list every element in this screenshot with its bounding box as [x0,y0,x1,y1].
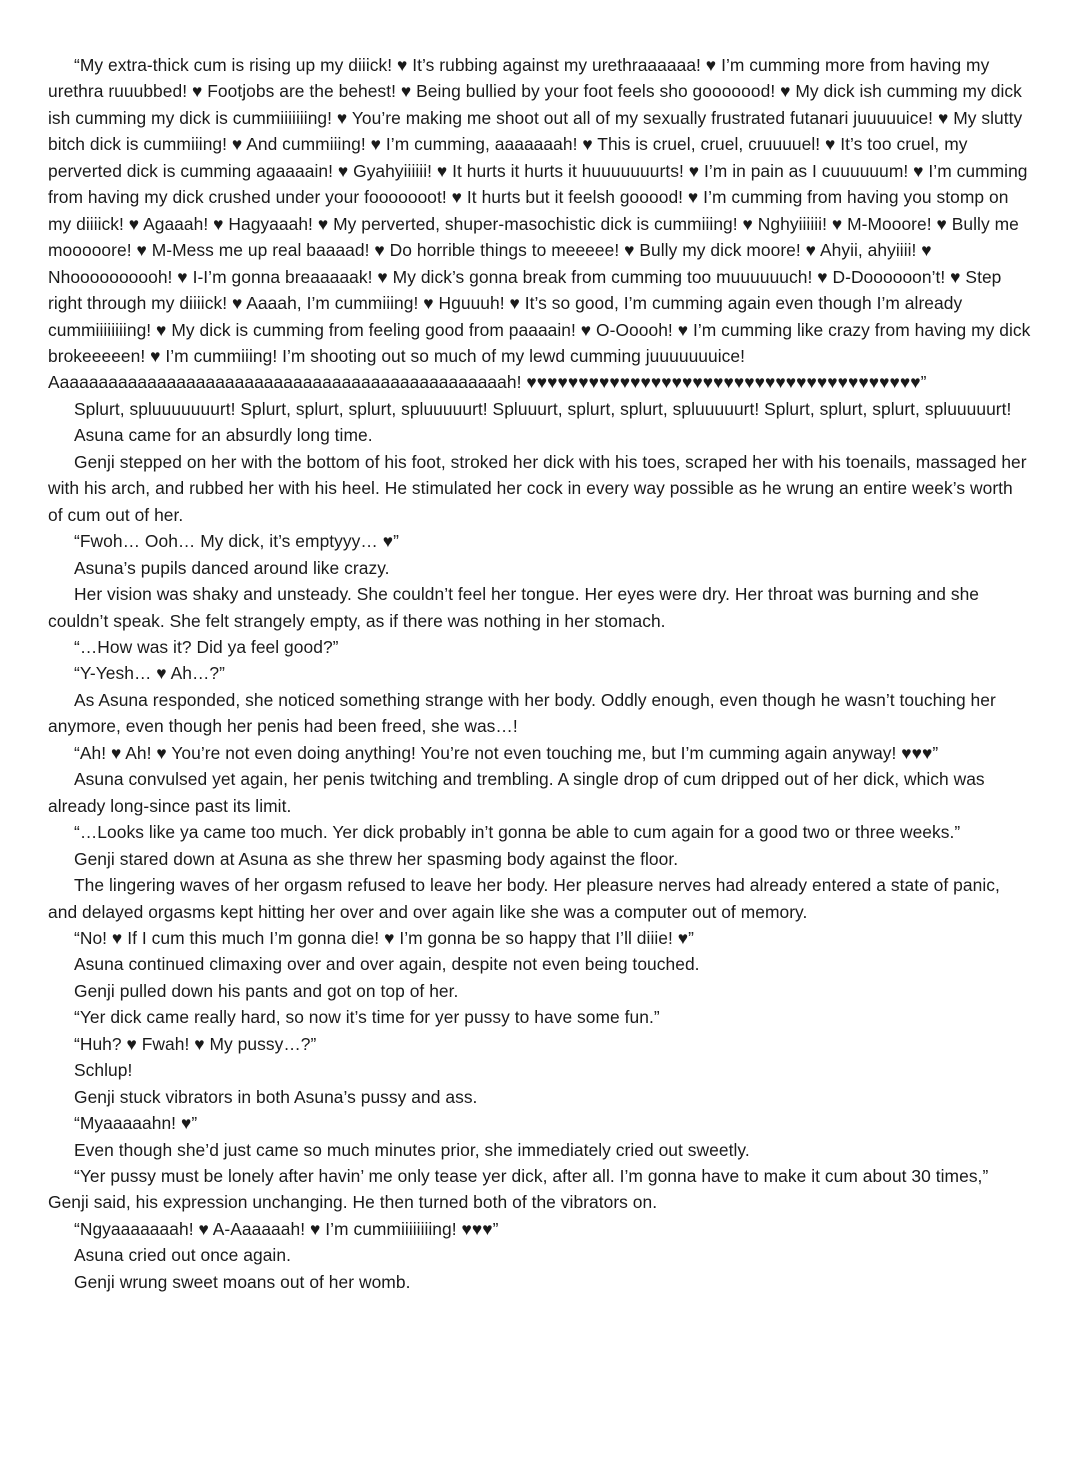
paragraph: Genji pulled down his pants and got on top of her. [74,980,459,1001]
paragraph: Genji stared down at Asuna as she threw her spasming body against the floor. [74,848,679,869]
paragraph: “Yer dick came really hard, so now it’s time for yer pussy to have some fun.” [74,1007,660,1028]
paragraph: As Asuna responded, she noticed something strange with her body. Oddly enough, even though he wasn’t touching her anymore, even though her penis had been freed, she was…! [48,689,996,737]
paragraph: “Y-Yesh… ♥ Ah…?” [74,663,225,684]
paragraph: Genji stuck vibrators in both Asuna’s pussy and ass. [74,1086,478,1107]
paragraph: “Yer pussy must be lonely after havin’ me only tease yer dick, after all. I’m gonna have to make it cum about 30 times,” Genji said, his expression unchanging. He then turned both of the vibrators on. [48,1166,989,1213]
document-body [48,52,1032,1295]
paragraph: Genji stepped on her with the bottom of his foot, stroked her dick with his toes, scraped her with his toenails, massaged her with his arch, and rubbed her with his heel. He stimulated her cock in every way possible as he wrung an entire week’s worth of cum out of her. [48,451,1027,525]
paragraph: Splurt, spluuuuuuurt! Splurt, splurt, splurt, spluuuuurt! Spluuurt, splurt, splurt, spluuuuurt! Splurt, splurt, splurt, spluuuuurt! [74,398,1012,419]
paragraph: “No! ♥ If I cum this much I’m gonna die! ♥ I’m gonna be so happy that I’ll diiie! ♥” [74,927,694,948]
paragraph: “Myaaaaahn! ♥” [74,1113,198,1134]
paragraph: “Fwoh… Ooh… My dick, it’s emptyyy… ♥” [74,531,399,552]
paragraph: Asuna continued climaxing over and over again, despite not even being touched. [74,954,700,975]
paragraph: “…Looks like ya came too much. Yer dick probably in’t gonna be able to cum again for a good two or three weeks.” [74,822,961,843]
paragraph: “Ngyaaaaaaah! ♥ A-Aaaaaah! ♥ I’m cummiiiiiiiing! ♥♥♥” [74,1218,499,1239]
paragraph: “…How was it? Did ya feel good?” [74,636,339,657]
paragraph: “Ah! ♥ Ah! ♥ You’re not even doing anything! You’re not even touching me, but I’m cumming again anyway! ♥♥♥” [74,742,939,763]
paragraph: Asuna convulsed yet again, her penis twitching and trembling. A single drop of cum dripped out of her dick, which was already long-since past its limit. [48,769,985,816]
paragraph: Her vision was shaky and unsteady. She couldn’t feel her tongue. Her eyes were dry. Her throat was burning and she couldn’t speak. She felt strangely empty, as if there was nothing in her stomach. [48,584,980,631]
paragraph: “Huh? ♥ Fwah! ♥ My pussy…?” [74,1033,317,1054]
paragraph: Asuna came for an absurdly long time. [74,425,373,446]
paragraph: Even though she’d just came so much minutes prior, she immediately cried out sweetly. [74,1139,750,1160]
paragraph: The lingering waves of her orgasm refused to leave her body. Her pleasure nerves had already entered a state of panic, and delayed orgasms kept hitting her over and over again like she was a computer out of memory. [48,875,1000,922]
paragraph: Schlup! [74,1060,133,1081]
paragraph: Genji wrung sweet moans out of her womb. [74,1271,411,1292]
paragraph: Asuna cried out once again. [74,1245,291,1266]
paragraph: Asuna’s pupils danced around like crazy. [74,557,390,578]
paragraph: “My extra-thick cum is rising up my diiick! ♥ It’s rubbing against my urethraaaaaa! ♥ I’m cumming more from having my urethra ruuubbed! ♥ Footjobs are the behest! ♥ Being bullied by your foot feels sho gooooood! ♥ My dick ish cumming my dick ish cumming my dick is cummiiiiiiing! ♥ You’re making me shoot out all of my sexually frustrated futanari juuuuuice! ♥ My slutty bitch dick is cummiiing! ♥ And cummiiing! ♥ I’m cumming, aaaaaaah! ♥ This is cruel, cruel, cruuuuel! ♥ It’s too cruel, my perverted dick is cumming agaaaain! ♥ Gyahyiiiiii! ♥ It hurts it hurts it huuuuuuurts! ♥ I’m in pain as I cuuuuuum! ♥ I’m cumming from having my dick crushed under your fooooooot! ♥ It hurts but it feelsh gooood! ♥ I’m cumming from having you stomp on my diiiick! ♥ Agaaah! ♥ Hagyaaah! ♥ My perverted, shuper-masochistic dick is cummiiing! ♥ Nghyiiiiii! ♥ M-Mooore! ♥ Bully me mooooore! ♥ M-Mess me up real baaaad! ♥ Do horrible things to meeeee! ♥ Bully my dick moore! ♥ Ahyii, ahyiiii! ♥ Nhoooooooooh! ♥ I-I’m gonna breaaaaak! ♥ My dick’s gonna break from cumming too muuuuuuch! ♥ D-Doooooon’t! ♥ Step right through my diiiick! ♥ Aaaah, I’m cummiiing! ♥ Hguuuh! ♥ It’s so good, I’m cumming again even though I’m already cummiiiiiiiing! ♥ My dick is cumming from feeling good from paaaain! ♥ O-Ooooh! ♥ I’m cumming like crazy from having my dick brokeeeeen! ♥ I’m cummiiing! I’m shooting out so much of my lewd cumming juuuuuuuice! Aaaaaaaaaaaaaaaaaaaaaaaaaaaaaaaaaaaaaaaaaaaaaaah! ♥♥♥♥♥♥♥♥♥♥♥♥♥♥♥♥♥♥♥♥♥♥♥♥♥♥♥♥♥♥♥♥♥♥♥♥♥♥” [48,55,1031,393]
